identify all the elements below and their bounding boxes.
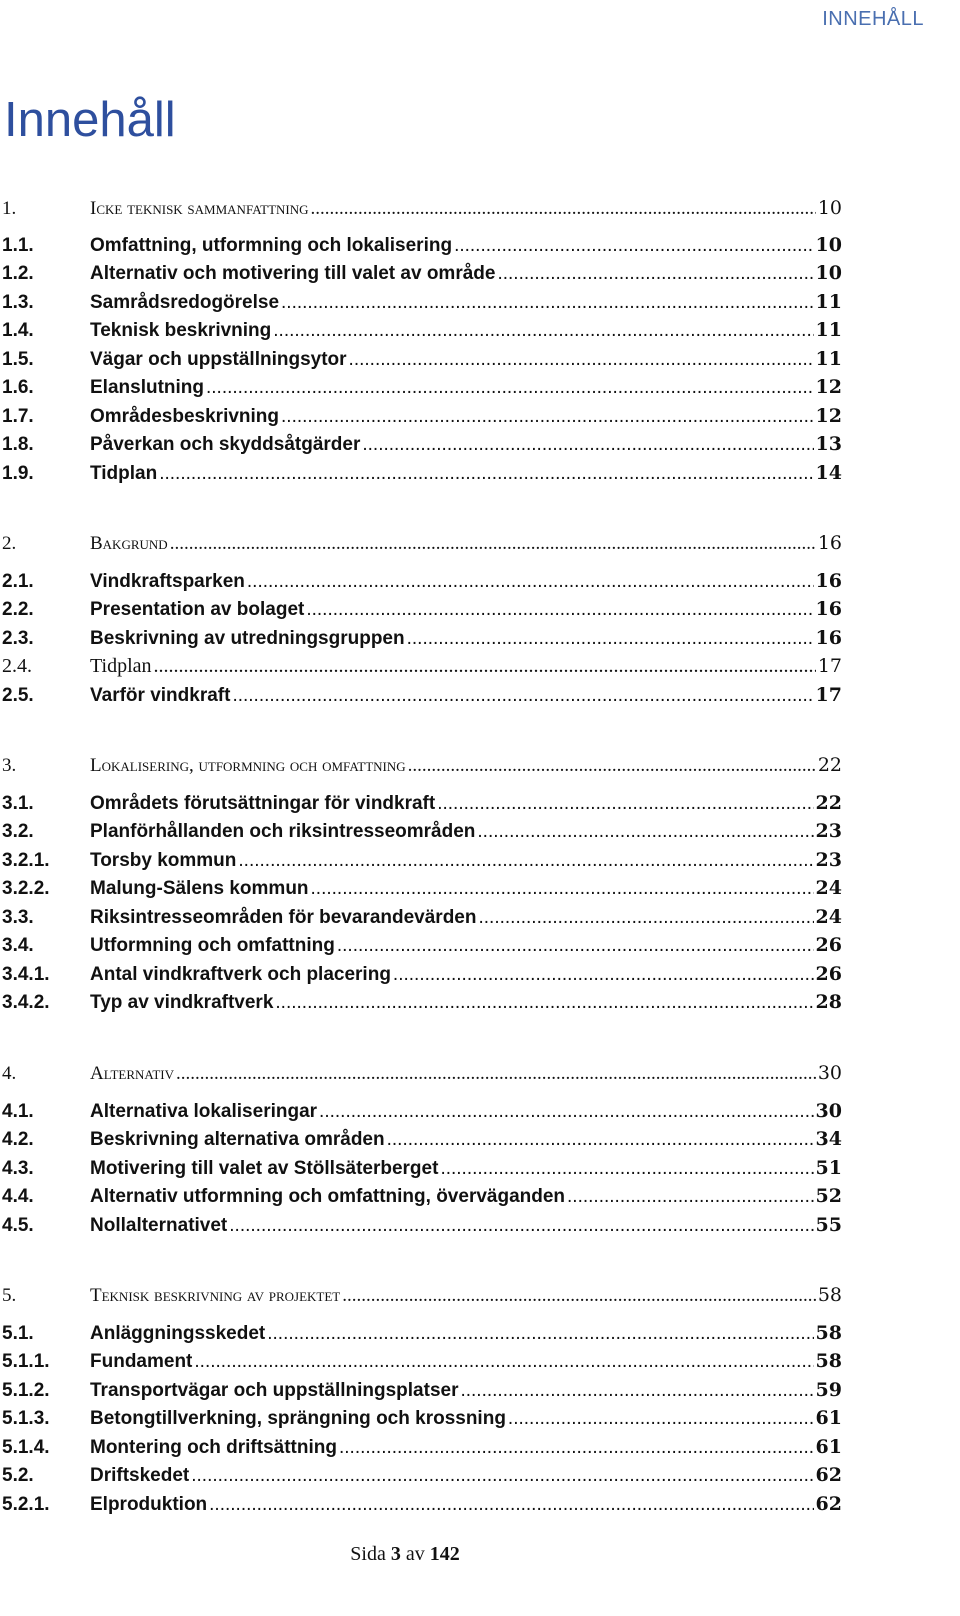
page-title: Innehåll	[4, 93, 176, 147]
toc-entry-number: 1.9.	[2, 463, 34, 484]
toc-dot-leader	[479, 907, 814, 929]
toc-entry[interactable]	[2, 532, 842, 560]
toc-entry-page: 59	[815, 1379, 842, 1401]
toc-entry-title: Beskrivning av utredningsgruppen	[90, 628, 405, 649]
toc-dot-leader	[408, 755, 816, 777]
toc-entry[interactable]	[2, 598, 842, 626]
toc-dot-leader	[319, 1101, 814, 1123]
toc-entry-page: 26	[815, 934, 842, 956]
toc-entry-number: 1.4.	[2, 320, 34, 341]
toc-entry-page: 12	[815, 376, 842, 398]
toc-entry-title: Malung-Sälens kommun	[90, 878, 309, 899]
toc-dot-leader	[508, 1408, 814, 1430]
toc-dot-leader	[267, 1323, 813, 1345]
toc-entry-title: Alternativ utformning och omfattning, överväganden	[90, 1186, 566, 1207]
toc-entry-title: Vägar och uppställningsytor	[90, 349, 347, 370]
toc-dot-leader	[311, 878, 814, 900]
toc-entry-number: 1.	[2, 198, 17, 219]
toc-entry[interactable]	[2, 963, 842, 991]
toc-entry-page: 23	[815, 849, 842, 871]
toc-entry[interactable]	[2, 1128, 842, 1156]
toc-entry-page: 58	[815, 1322, 842, 1344]
toc-entry[interactable]	[2, 234, 842, 262]
toc-entry-number: 3.2.1.	[2, 850, 50, 871]
toc-entry[interactable]	[2, 1185, 842, 1213]
footer-total-pages: 142	[429, 1543, 460, 1565]
toc-entry[interactable]	[2, 570, 842, 598]
toc-dot-leader	[281, 406, 814, 428]
toc-entry-page: 22	[817, 754, 842, 776]
toc-entry-title: Tidplan	[90, 655, 152, 677]
toc-entry-page: 17	[815, 684, 842, 706]
toc-entry-number: 2.4.	[2, 655, 32, 677]
toc-entry[interactable]	[2, 1322, 842, 1350]
toc-entry-title: Torsby kommun	[90, 850, 237, 871]
footer-prefix: Sida	[350, 1543, 391, 1565]
toc-entry-title: Teknisk beskrivning av projektet	[90, 1285, 341, 1306]
toc-entry[interactable]	[2, 1350, 842, 1378]
toc-entry-number: 4.2.	[2, 1129, 34, 1150]
toc-entry[interactable]	[2, 1379, 842, 1407]
toc-dot-leader	[349, 349, 814, 371]
running-header: INNEHÅLL	[822, 8, 924, 30]
toc-dot-leader	[170, 533, 816, 555]
toc-entry-title: Alternativ	[90, 1063, 175, 1084]
toc-entry-title: Fundament	[90, 1351, 193, 1372]
toc-entry[interactable]	[2, 849, 842, 877]
toc-entry-page: 30	[815, 1100, 842, 1122]
toc-entry[interactable]	[2, 1436, 842, 1464]
toc-entry-title: Nollalternativet	[90, 1215, 228, 1236]
toc-entry[interactable]	[2, 1284, 842, 1312]
toc-entry[interactable]	[2, 1464, 842, 1492]
toc-entry[interactable]	[2, 348, 842, 376]
toc-entry-number: 3.	[2, 755, 17, 776]
toc-entry-number: 5.1.	[2, 1323, 34, 1344]
toc-entry-number: 3.3.	[2, 907, 34, 928]
toc-entry-title: Områdesbeskrivning	[90, 406, 280, 427]
toc-entry-number: 1.5.	[2, 349, 34, 370]
toc-entry-title: Teknisk beskrivning	[90, 320, 272, 341]
toc-entry-title: Samrådsredogörelse	[90, 292, 280, 313]
toc-entry-number: 1.2.	[2, 263, 34, 284]
toc-dot-leader	[232, 685, 813, 707]
toc-dot-leader	[238, 850, 813, 872]
toc-entry-page: 24	[815, 906, 842, 928]
toc-entry-number: 3.4.1.	[2, 964, 50, 985]
toc-entry-page: 16	[815, 598, 842, 620]
toc-entry-page: 11	[815, 319, 842, 341]
toc-entry-number: 5.1.3.	[2, 1408, 50, 1429]
toc-entry[interactable]	[2, 754, 842, 782]
toc-entry-title: Antal vindkraftverk och placering	[90, 964, 391, 985]
toc-entry-title: Montering och driftsättning	[90, 1437, 337, 1458]
toc-entry[interactable]	[2, 376, 842, 404]
toc-entry-title: Elproduktion	[90, 1494, 208, 1515]
toc-entry[interactable]	[2, 820, 842, 848]
toc-entry-number: 3.4.2.	[2, 992, 50, 1013]
toc-entry-page: 10	[817, 197, 842, 219]
toc-entry[interactable]	[2, 1062, 842, 1090]
toc-dot-leader	[176, 1063, 816, 1085]
toc-entry-title: Lokalisering, utformning och omfattning	[90, 755, 406, 776]
toc-entry-number: 3.4.	[2, 935, 34, 956]
toc-entry[interactable]	[2, 1100, 842, 1128]
toc-entry-title: Alternativa lokaliseringar	[90, 1101, 318, 1122]
toc-dot-leader	[206, 377, 814, 399]
toc-dot-leader	[337, 935, 814, 957]
toc-dot-leader	[229, 1215, 813, 1237]
toc-entry-number: 1.7.	[2, 406, 34, 427]
toc-entry[interactable]	[2, 405, 842, 433]
toc-entry[interactable]	[2, 792, 842, 820]
toc-dot-leader	[159, 463, 813, 485]
toc-entry-number: 4.1.	[2, 1101, 34, 1122]
toc-entry-page: 23	[815, 820, 842, 842]
toc-dot-leader	[339, 1437, 814, 1459]
toc-entry-page: 22	[815, 792, 842, 814]
toc-entry-page: 12	[815, 405, 842, 427]
toc-entry-title: Typ av vindkraftverk	[90, 992, 274, 1013]
toc-dot-leader	[273, 320, 813, 342]
toc-entry-page: 13	[815, 433, 842, 455]
toc-entry-page: 58	[815, 1350, 842, 1372]
toc-entry-title: Icke teknisk sammanfattning	[90, 198, 309, 219]
toc-entry-number: 5.2.1.	[2, 1494, 50, 1515]
toc-dot-leader	[306, 599, 813, 621]
toc-entry-number: 3.2.2.	[2, 878, 50, 899]
toc-entry[interactable]	[2, 627, 842, 655]
toc-dot-leader	[440, 1158, 813, 1180]
toc-entry-title: Tidplan	[90, 463, 158, 484]
toc-entry-page: 11	[815, 348, 842, 370]
toc-entry-number: 2.1.	[2, 571, 34, 592]
toc-entry-page: 28	[815, 991, 842, 1013]
toc-entry-page: 34	[815, 1128, 842, 1150]
toc-entry-number: 5.1.4.	[2, 1437, 50, 1458]
toc-entry-title: Utformning och omfattning	[90, 935, 335, 956]
toc-dot-leader	[567, 1186, 814, 1208]
toc-entry-title: Alternativ och motivering till valet av område	[90, 263, 496, 284]
toc-dot-leader	[497, 263, 813, 285]
toc-dot-leader	[387, 1129, 814, 1151]
toc-entry-title: Riksintresseområden för bevarandevärden	[90, 907, 477, 928]
toc-entry-title: Områdets förutsättningar för vindkraft	[90, 793, 436, 814]
toc-entry-page: 51	[815, 1157, 842, 1179]
toc-dot-leader	[362, 434, 813, 456]
toc-entry[interactable]	[2, 906, 842, 934]
toc-entry-number: 3.2.	[2, 821, 34, 842]
toc-entry-page: 10	[815, 234, 842, 256]
toc-entry-number: 5.1.2.	[2, 1380, 50, 1401]
toc-entry-title: Vindkraftsparken	[90, 571, 245, 592]
toc-entry-number: 5.1.1.	[2, 1351, 50, 1372]
toc-entry-page: 10	[815, 262, 842, 284]
toc-entry-title: Elanslutning	[90, 377, 204, 398]
toc-dot-leader	[342, 1285, 816, 1307]
toc-entry[interactable]	[2, 262, 842, 290]
page-footer	[0, 1543, 810, 1566]
toc-entry-number: 4.	[2, 1063, 17, 1084]
toc-entry-number: 1.8.	[2, 434, 34, 455]
toc-entry-title: Motivering till valet av Stöllsäterberget	[90, 1158, 439, 1179]
toc-entry[interactable]	[2, 197, 842, 225]
toc-dot-leader	[194, 1351, 813, 1373]
footer-current-page: 3	[390, 1543, 401, 1565]
toc-entry-title: Transportvägar och uppställningsplatser	[90, 1380, 459, 1401]
toc-entry-page: 30	[817, 1062, 842, 1084]
toc-dot-leader	[407, 628, 814, 650]
toc-entry-page: 24	[815, 877, 842, 899]
toc-dot-leader	[275, 992, 813, 1014]
toc-entry-number: 2.5.	[2, 685, 34, 706]
toc-dot-leader	[454, 235, 813, 257]
toc-dot-leader	[154, 655, 816, 678]
toc-entry-number: 5.	[2, 1285, 17, 1306]
toc-entry-title: Beskrivning alternativa områden	[90, 1129, 385, 1150]
toc-entry[interactable]	[2, 934, 842, 962]
footer-middle: av	[400, 1543, 430, 1565]
toc-entry[interactable]	[2, 319, 842, 347]
toc-entry-title: Omfattning, utformning och lokalisering	[90, 235, 453, 256]
toc-entry-title: Bakgrund	[90, 533, 168, 554]
toc-entry-title: Presentation av bolaget	[90, 599, 305, 620]
toc-entry-title: Varför vindkraft	[90, 685, 231, 706]
toc-entry-page: 16	[815, 627, 842, 649]
toc-entry[interactable]	[2, 877, 842, 905]
toc-entry[interactable]	[2, 291, 842, 319]
toc-entry[interactable]	[2, 1214, 842, 1242]
toc-entry-page: 61	[815, 1407, 842, 1429]
toc-entry[interactable]	[2, 1493, 842, 1521]
toc-dot-leader	[460, 1380, 813, 1402]
toc-dot-leader	[209, 1494, 813, 1516]
toc-dot-leader	[477, 821, 813, 843]
toc-entry-page: 58	[817, 1284, 842, 1306]
toc-dot-leader	[247, 571, 814, 593]
toc-dot-leader	[393, 964, 814, 986]
toc-entry-page: 52	[815, 1185, 842, 1207]
toc-entry-title: Påverkan och skyddsåtgärder	[90, 434, 361, 455]
toc-entry[interactable]	[2, 462, 842, 490]
toc-entry-number: 4.3.	[2, 1158, 34, 1179]
toc-entry-page: 17	[817, 655, 842, 677]
toc-entry-number: 4.4.	[2, 1186, 34, 1207]
toc-entry-title: Anläggningsskedet	[90, 1323, 266, 1344]
toc-entry[interactable]	[2, 433, 842, 461]
toc-entry-page: 16	[817, 532, 842, 554]
toc-entry-page: 11	[815, 291, 842, 313]
toc-entry[interactable]	[2, 1407, 842, 1435]
toc-dot-leader	[437, 793, 813, 815]
toc-entry-number: 2.	[2, 533, 17, 554]
toc-entry-number: 2.3.	[2, 628, 34, 649]
toc-entry-page: 26	[815, 963, 842, 985]
toc-entry[interactable]	[2, 1157, 842, 1185]
toc-dot-leader	[281, 292, 814, 314]
toc-entry-page: 62	[815, 1464, 842, 1486]
toc-entry-title: Betongtillverkning, sprängning och krossning	[90, 1408, 506, 1429]
toc-entry[interactable]	[2, 655, 842, 683]
toc-entry-page: 55	[815, 1214, 842, 1236]
toc-entry[interactable]	[2, 991, 842, 1019]
toc-entry-page: 14	[815, 462, 842, 484]
toc-entry-number: 4.5.	[2, 1215, 34, 1236]
toc-entry-page: 16	[815, 570, 842, 592]
toc-entry[interactable]	[2, 684, 842, 712]
toc-entry-number: 5.2.	[2, 1465, 34, 1486]
toc-entry-title: Planförhållanden och riksintresseområden	[90, 821, 476, 842]
toc-entry-number: 3.1.	[2, 793, 34, 814]
toc-entry-number: 1.3.	[2, 292, 34, 313]
toc-entry-number: 2.2.	[2, 599, 34, 620]
toc-entry-title: Driftskedet	[90, 1465, 190, 1486]
toc-entry-number: 1.6.	[2, 377, 34, 398]
toc-dot-leader	[191, 1465, 813, 1487]
toc-dot-leader	[311, 198, 816, 220]
toc-entry-page: 62	[815, 1493, 842, 1515]
toc-entry-page: 61	[815, 1436, 842, 1458]
toc-entry-number: 1.1.	[2, 235, 34, 256]
